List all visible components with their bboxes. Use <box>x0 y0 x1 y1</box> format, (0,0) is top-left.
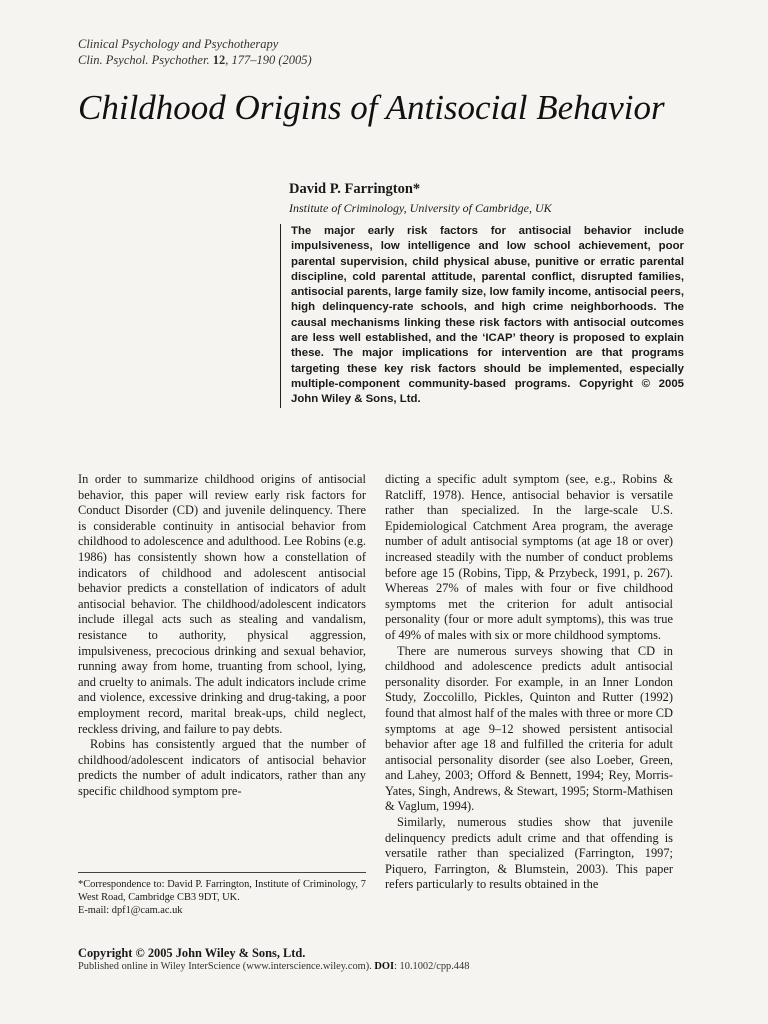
paragraph: Robins has consistently argued that the number of childhood/adolescent indicators of antisocial behavior predicts the number of adult indicators, rather than any specific childhood symptom pre- <box>78 737 366 798</box>
abstract-text: The major early risk factors for antisocial behavior include impulsiveness, low intelligence and low school achievement, poor parental supervision, child physical abuse, punitive or erratic parental discipline, cold parental attitude, parental conflict, disrupted families, antisocial parents, large family size, low family income, antisocial peers, high delinquency-rate schools, and high crime neighborhoods. The causal mechanisms linking these risk factors with antisocial outcomes are less well established, and the ‘ICAP’ theory is proposed to explain these. The major implications for intervention are that programs targeting these key risk factors should be implemented, especially multiple-component community-based programs. Copyright © 2005 John Wiley & Sons, Ltd. <box>291 225 684 406</box>
citation-prefix: Clin. Psychol. Psychother. <box>78 53 210 67</box>
body-column-left <box>78 472 366 799</box>
doi-label: DOI <box>374 961 395 972</box>
journal-name: Clinical Psychology and Psychotherapy <box>78 37 279 51</box>
author-affiliation: Institute of Criminology, University of Cambridge, UK <box>289 201 552 215</box>
journal-citation <box>78 52 312 68</box>
paragraph: In order to summarize childhood origins of antisocial behavior, this paper will review early risk factors for Conduct Disorder (CD) and juvenile delinquency. There is considerable continuity in antisocial behavior from childhood to adolescence and adulthood. Lee Robins (e.g. 1986) has consistently shown how a constellation of indicators of childhood and adolescent antisocial behavior predicts a constellation of indicators of adult antisocial behavior. The childhood/adolescent indicators include illegal acts such as stealing and vandalism, resistance to authority, physical aggression, impulsiveness, precocious drinking and sexual behavior, running away from home, truanting from school, lying, and cruelty to animals. The adult indicators include crime and violence, excessive drinking and drug-taking, a poor employment record, marital break-ups, child neglect, reckless driving, and failure to pay debts. <box>78 472 366 736</box>
correspondence-email: E-mail: dpf1@cam.ac.uk <box>78 905 183 916</box>
citation-pages: , 177–190 (2005) <box>225 53 312 67</box>
publication-line <box>78 961 469 972</box>
paragraph: There are numerous surveys showing that CD in childhood and adolescence predicts adult antisocial personality disorder. For example, in an Inner London Study, Zoccolillo, Pickles, Quinton and Rutter (1992) found that almost half of the males with three or more CD symptoms at age 9–12 showed persistent antisocial behavior after age 18 and fulfilled the criteria for adult antisocial personality disorder (see also Loeber, Green, and Lahey, 2003; Offord & Bennett, 1994; Rey, Morris-Yates, Singh, Andrews, & Stewart, 1995; Storm-Mathisen & Vaglum, 1994). <box>385 643 674 814</box>
footnote-divider <box>78 872 366 873</box>
abstract <box>280 224 684 408</box>
volume-number: 12 <box>212 53 226 67</box>
doi-value: : 10.1002/cpp.448 <box>394 961 470 972</box>
author-name: David P. Farrington* <box>289 181 421 197</box>
correspondence-address: *Correspondence to: David P. Farrington, Institute of Criminology, 7 West Road, Cambridge CB3 9DT, UK. <box>78 879 366 903</box>
paragraph: dicting a specific adult symptom (see, e.g., Robins & Ratcliff, 1978). Hence, antisocial behavior is versatile rather than specialized. In the large-scale U.S. Epidemiological Catchment Area program, the average number of adult antisocial symptoms (at age 18 or over) increased steadily with the number of conduct problems before age 15 (Robins, Tipp, & Przybeck, 1991, p. 267). Whereas 27% of males with four or five childhood symptoms met the criterion for adult antisocial personality (four or more adult symptoms), this was true of 49% of males with six or more childhood symptoms. <box>385 472 673 642</box>
paragraph: Similarly, numerous studies show that juvenile delinquency predicts adult crime and that offending is versatile rather than specialized (Farrington, 1997; Piquero, Farrington, & Blumstein, 2003). This paper refers particularly to results obtained in the <box>385 815 673 892</box>
copyright-line: Copyright © 2005 John Wiley & Sons, Ltd. <box>78 946 306 960</box>
journal-header <box>78 36 312 68</box>
article-title: Childhood Origins of Antisocial Behavior <box>78 88 665 127</box>
body-column-right <box>385 472 673 893</box>
published-online: Published online in Wiley InterScience (www.interscience.wiley.com). <box>78 961 372 972</box>
correspondence-footnote <box>78 878 366 917</box>
